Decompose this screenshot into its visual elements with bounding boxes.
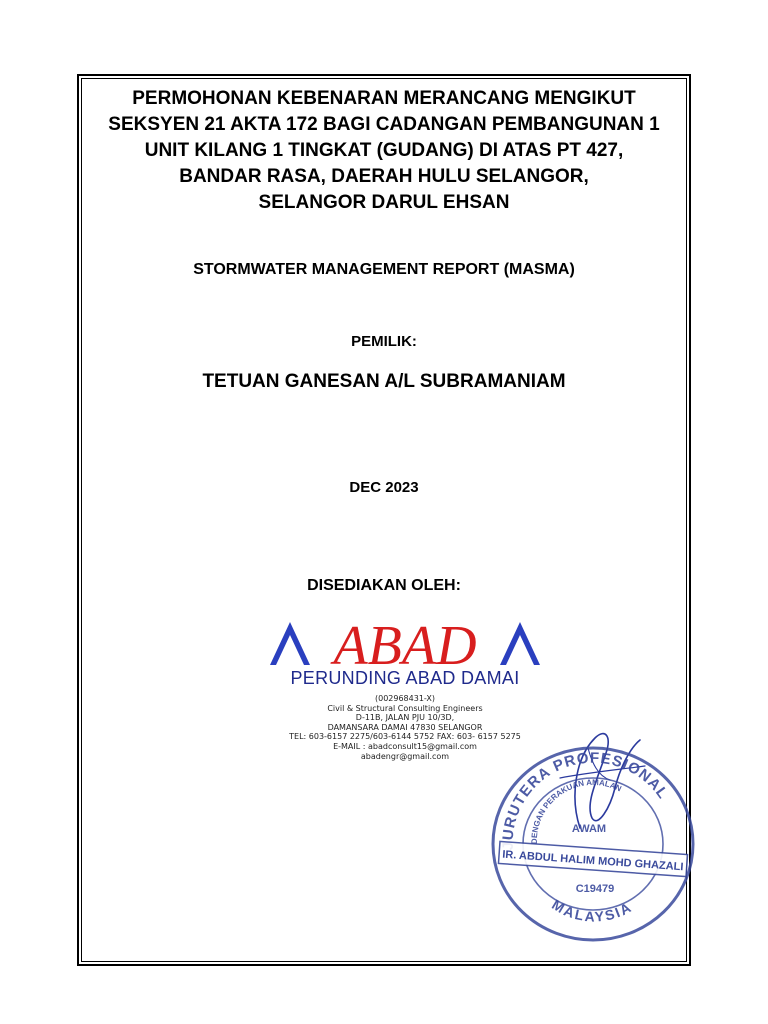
firm-reg-no: (002968431-X): [374, 694, 436, 703]
report-date: DEC 2023: [349, 479, 419, 496]
owner-label: PEMILIK:: [351, 333, 417, 350]
stamp-country: MALAYSIA: [549, 896, 636, 925]
prepared-by-label: DISEDIAKAN OLEH:: [307, 577, 461, 594]
firm-name: PERUNDING ABAD DAMAI: [290, 668, 520, 688]
svg-text:MALAYSIA: [549, 896, 635, 924]
stamp-inner-text: DENGAN PERAKUAN AMALAN: [529, 777, 623, 845]
firm-email-2: abadengr@gmail.com: [360, 751, 450, 761]
firm-address-2: DAMANSARA DAMAI 47830 SELANGOR: [327, 722, 483, 732]
owner-name: TETUAN GANESAN A/L SUBRAMANIAM: [202, 371, 566, 392]
stamp-holder-name: IR. ABDUL HALIM MOHD GHAZALI: [501, 848, 684, 874]
firm-tel-fax: TEL: 603-6157 2275/603-6144 5752 FAX: 603- 6157 5275: [289, 732, 521, 742]
stamp-discipline: AWAM: [571, 823, 607, 835]
report-title: STORMWATER MANAGEMENT REPORT (MASMA): [193, 261, 575, 278]
document-title: PERMOHONAN KEBENARAN MERANCANG MENGIKUT SEKSYEN 21 AKTA 172 BAGI CADANGAN PEMBANGUNAN 1 UNIT KILANG 1 TINGKAT (GUDANG) DI ATAS PT 427, BANDAR RASA, DAERAH HULU SELANGOR, SELANGOR DARUL EHSAN: [108, 88, 660, 213]
abad-logo: [260, 610, 550, 670]
stamp-reg-no: C19479: [575, 883, 615, 895]
stamp-top-text: URUTERA PROFESIONAL: [499, 749, 672, 842]
brand-wordmark: ABAD: [333, 615, 477, 670]
firm-email-1: E-MAIL : abadconsult15@gmail.com: [333, 741, 477, 751]
right-triangle-icon: [500, 622, 540, 665]
left-triangle-icon: [270, 622, 310, 665]
firm-address-1: D-11B, JALAN PJU 10/3D,: [355, 713, 455, 723]
engineer-stamp: [485, 740, 700, 945]
firm-tagline: Civil & Structural Consulting Engineers: [327, 703, 483, 713]
